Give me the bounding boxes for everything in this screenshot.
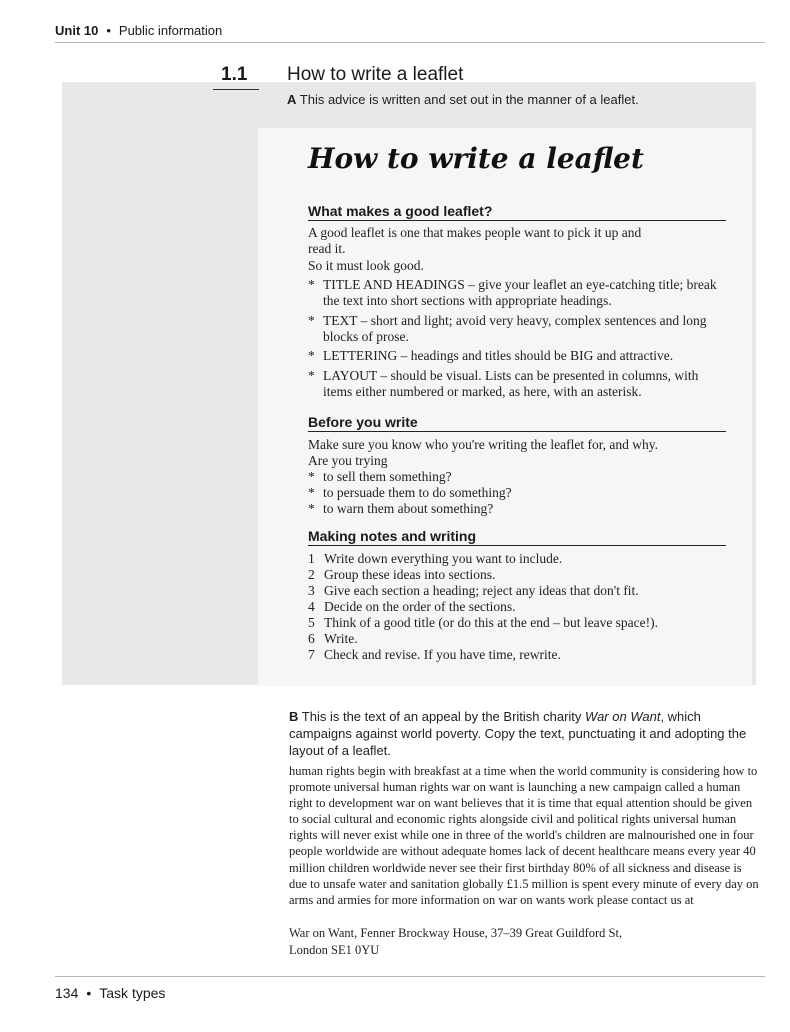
step-text: Think of a good title (or do this at the end – but leave space!).: [324, 615, 659, 630]
part-a-instruction: [287, 92, 639, 107]
leaflet-para: So it must look good.: [308, 258, 424, 273]
section-title: How to write a leaflet: [287, 64, 464, 85]
numbered-step: [308, 551, 728, 567]
leaflet-bullet-item: [308, 313, 728, 345]
unit-topic: Public information: [118, 23, 223, 38]
numbered-step: [308, 583, 728, 599]
step-number: 4: [308, 599, 315, 614]
leaflet-heading-before-you-write: Before you write: [308, 414, 726, 432]
asterisk-bullet-icon: *: [308, 348, 315, 363]
step-number: 3: [308, 583, 315, 598]
step-text: Decide on the order of the sections.: [324, 599, 516, 614]
bullet-text: to warn them about something?: [323, 501, 494, 516]
step-text: Give each section a heading; reject any ideas that don't fit.: [324, 583, 639, 598]
part-b-instruction: [289, 708, 759, 759]
footer-section: Task types: [99, 985, 166, 1001]
footer-bullet: •: [86, 985, 92, 1001]
bullet-text: LAYOUT – should be visual. Lists can be presented in columns, with items either numbered or marked, as here, with an asterisk.: [323, 368, 699, 399]
part-b-letter: B: [289, 709, 299, 724]
address-line: War on Want, Fenner Brockway House, 37–39 Great Guildford St,: [289, 926, 623, 940]
part-b-intro-rest: , which campaigns against world poverty. Copy the text, punctuating it and adopting the layout of a leaflet.: [289, 709, 747, 758]
step-text: Write down everything you want to include.: [324, 551, 563, 566]
asterisk-bullet-icon: *: [308, 501, 315, 516]
leaflet-para: Are you trying: [308, 453, 388, 468]
footer-rule: [55, 976, 765, 977]
leaflet-title: How to write a leaflet: [308, 142, 644, 175]
asterisk-bullet-icon: *: [308, 313, 315, 328]
part-b-intro: This is the text of an appeal by the British charity: [301, 709, 586, 724]
numbered-step: [308, 567, 728, 583]
leaflet-bullet-item: [308, 277, 728, 309]
asterisk-bullet-icon: *: [308, 368, 315, 383]
step-text: Group these ideas into sections.: [324, 567, 496, 582]
step-text: Write.: [324, 631, 358, 646]
bullet-text: to persuade them to do something?: [323, 485, 512, 500]
page-number: 134: [55, 985, 79, 1001]
part-a-letter: A: [287, 92, 297, 107]
appeal-address: [289, 925, 759, 959]
leaflet-bullet-item: [308, 469, 728, 485]
numbered-step: [308, 647, 728, 663]
bullet-text: TITLE AND HEADINGS – give your leaflet an eye-catching title; break the text into short sections with appropriate headings.: [323, 277, 717, 308]
bullet-text: to sell them something?: [323, 469, 452, 484]
asterisk-bullet-icon: *: [308, 469, 315, 484]
step-number: 7: [308, 647, 315, 662]
running-footer: [55, 985, 165, 1001]
step-number: 1: [308, 551, 315, 566]
charity-name: War on Want: [585, 709, 661, 724]
leaflet-para: A good leaflet is one that makes people want to pick it up and: [308, 225, 642, 240]
appeal-text: human rights begin with breakfast at a time when the world community is considering how to promote universal human rights war on want is launching a new campaign called a human right to development war on want believes that it is time that equal attention should be given to social cultural and economic rights alongside civil and political rights universal human rights will never exist while one in three of the world's children are malnourished one in four people worldwide are without adequate homes lack of decent healthcare means every year 40 million children worldwide never see their first birthday 80% of all sickness and disease is due to unsafe water and sanitation globally £1.5 million is spent every minute of every day on arms and armies for more information on war on wants work please contact us at: [289, 764, 759, 907]
step-number: 6: [308, 631, 315, 646]
unit-label: Unit 10: [55, 23, 99, 38]
step-number: 5: [308, 615, 315, 630]
running-header: [55, 23, 222, 38]
leaflet-heading-making-notes: Making notes and writing: [308, 528, 726, 546]
numbered-step: [308, 615, 728, 631]
address-line: London SE1 0YU: [289, 943, 380, 957]
leaflet-bullet-item: [308, 348, 728, 364]
step-number: 2: [308, 567, 315, 582]
numbered-step: [308, 599, 728, 615]
bullet-text: TEXT – short and light; avoid very heavy, complex sentences and long blocks of prose.: [323, 313, 707, 344]
bullet-text: LETTERING – headings and titles should be BIG and attractive.: [323, 348, 674, 363]
leaflet-heading-good-leaflet: What makes a good leaflet?: [308, 203, 726, 221]
asterisk-bullet-icon: *: [308, 485, 315, 500]
leaflet-para: read it.: [308, 241, 346, 256]
leaflet-bullet-item: [308, 501, 728, 517]
numbered-step: [308, 631, 728, 647]
asterisk-bullet-icon: *: [308, 277, 315, 292]
leaflet-bullet-item: [308, 368, 728, 400]
leaflet-para: Make sure you know who you're writing the leaflet for, and why.: [308, 437, 659, 452]
part-a-text: This advice is written and set out in the manner of a leaflet.: [299, 92, 639, 107]
step-text: Check and revise. If you have time, rewrite.: [324, 647, 561, 662]
header-rule: [55, 42, 765, 43]
header-bullet: •: [106, 23, 111, 38]
section-number: 1.1: [213, 64, 259, 90]
leaflet-bullet-item: [308, 485, 728, 501]
